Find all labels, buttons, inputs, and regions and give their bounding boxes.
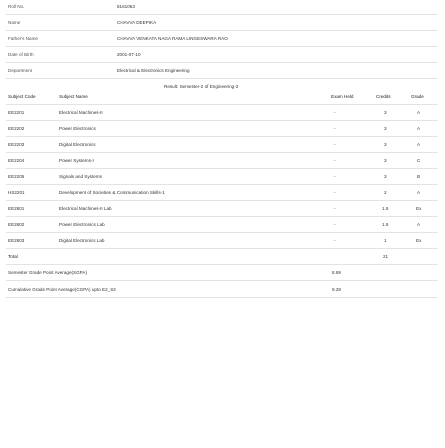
row-credits: 2	[384, 190, 387, 195]
divider	[6, 280, 438, 281]
row-subject-code: EE2803	[8, 238, 25, 243]
row-exam-held: -	[334, 142, 336, 147]
row-exam-held: -	[334, 174, 336, 179]
sgpa-value: 8.69	[332, 270, 341, 275]
divider	[6, 14, 438, 15]
cgpa-label: Cumulative Grade Point Average(CGPA) upto E2_S2	[8, 287, 116, 292]
dob-label: Date of Birth	[8, 52, 34, 57]
divider	[6, 264, 438, 265]
divider	[6, 168, 438, 169]
fathers-name-label: Father's Name	[8, 36, 38, 41]
row-subject-name: Electrical Machines-II	[59, 110, 103, 115]
row-grade: B	[417, 174, 421, 179]
row-subject-name: Power Electronics Lab	[59, 222, 105, 227]
row-exam-held: -	[334, 206, 336, 211]
row-subject-code: EE2201	[8, 110, 25, 115]
department-value: Electrical & Electronics Engineering	[117, 68, 190, 73]
row-subject-name: Development of Societies & Communication Skills-1	[59, 190, 165, 195]
row-subject-code: EE2801	[8, 206, 25, 211]
header-subject-code: Subject Code	[8, 94, 36, 99]
name-label: Name	[8, 20, 21, 25]
semester-title: Result: Semester-2 of Engineering-2	[164, 84, 239, 89]
row-exam-held: -	[334, 110, 336, 115]
divider	[6, 248, 438, 249]
row-subject-code: EE2202	[8, 126, 25, 131]
fathers-name-value: CHAVVA VENKATA NAGA RAMA LINGESWARA RAO	[117, 36, 228, 41]
row-credits: 3	[384, 110, 387, 115]
row-grade: A	[417, 190, 421, 195]
row-exam-held: -	[334, 158, 336, 163]
row-subject-code: EE2205	[8, 174, 25, 179]
row-exam-held: -	[334, 126, 336, 131]
row-grade: Ex	[416, 238, 422, 243]
name-value: CHAVVA DEEPIKA	[117, 20, 157, 25]
divider	[6, 152, 438, 153]
header-subject-name: Subject Name	[59, 94, 88, 99]
divider	[6, 120, 438, 121]
row-subject-name: Digital Electronics	[59, 142, 96, 147]
row-subject-name: Digital Electronics Lab	[59, 238, 105, 243]
row-credits: 3	[384, 126, 387, 131]
row-grade: A	[417, 222, 421, 227]
row-subject-code: HS2201	[8, 190, 25, 195]
row-subject-code: EE2802	[8, 222, 25, 227]
row-grade: A	[417, 110, 421, 115]
row-credits: 1	[384, 238, 387, 243]
cgpa-value: 9.28	[332, 287, 341, 292]
row-exam-held: -	[334, 238, 336, 243]
header-grade: Grade	[411, 94, 424, 99]
divider	[6, 104, 438, 105]
row-grade: Ex	[416, 206, 422, 211]
total-credits: 21	[383, 254, 389, 259]
header-exam-held: Exam Held	[331, 94, 354, 99]
row-credits: 1.5	[382, 222, 389, 227]
row-credits: 3	[384, 142, 387, 147]
row-grade: A	[417, 142, 421, 147]
divider	[6, 30, 438, 31]
row-grade: A	[417, 126, 421, 131]
row-exam-held: -	[334, 190, 336, 195]
divider	[6, 200, 438, 201]
divider	[6, 297, 438, 298]
sgpa-label: Semester Grade Point Average(SGPA)	[8, 270, 87, 275]
row-subject-name: Power Electronics	[59, 126, 96, 131]
divider	[6, 184, 438, 185]
row-exam-held: -	[334, 222, 336, 227]
row-credits: 1.5	[382, 206, 389, 211]
row-subject-name: Electrical Machines-II Lab	[59, 206, 112, 211]
divider	[6, 78, 438, 79]
total-label: Total	[8, 254, 18, 259]
department-label: Department	[8, 68, 33, 73]
roll-no-label: Roll No.	[8, 4, 25, 9]
row-grade: C	[417, 158, 421, 163]
row-credits: 3	[384, 158, 387, 163]
divider	[6, 136, 438, 137]
header-credits: Credits	[376, 94, 391, 99]
row-subject-code: EE2203	[8, 142, 25, 147]
row-subject-name: Power Systems-I	[59, 158, 94, 163]
row-subject-name: Signals and Systems	[59, 174, 102, 179]
dob-value: 2001-07-10	[117, 52, 141, 57]
divider	[6, 62, 438, 63]
roll-no-value: 8161053	[117, 4, 135, 9]
divider	[6, 232, 438, 233]
row-subject-code: EE2204	[8, 158, 25, 163]
row-credits: 3	[384, 174, 387, 179]
divider	[6, 216, 438, 217]
divider	[6, 46, 438, 47]
